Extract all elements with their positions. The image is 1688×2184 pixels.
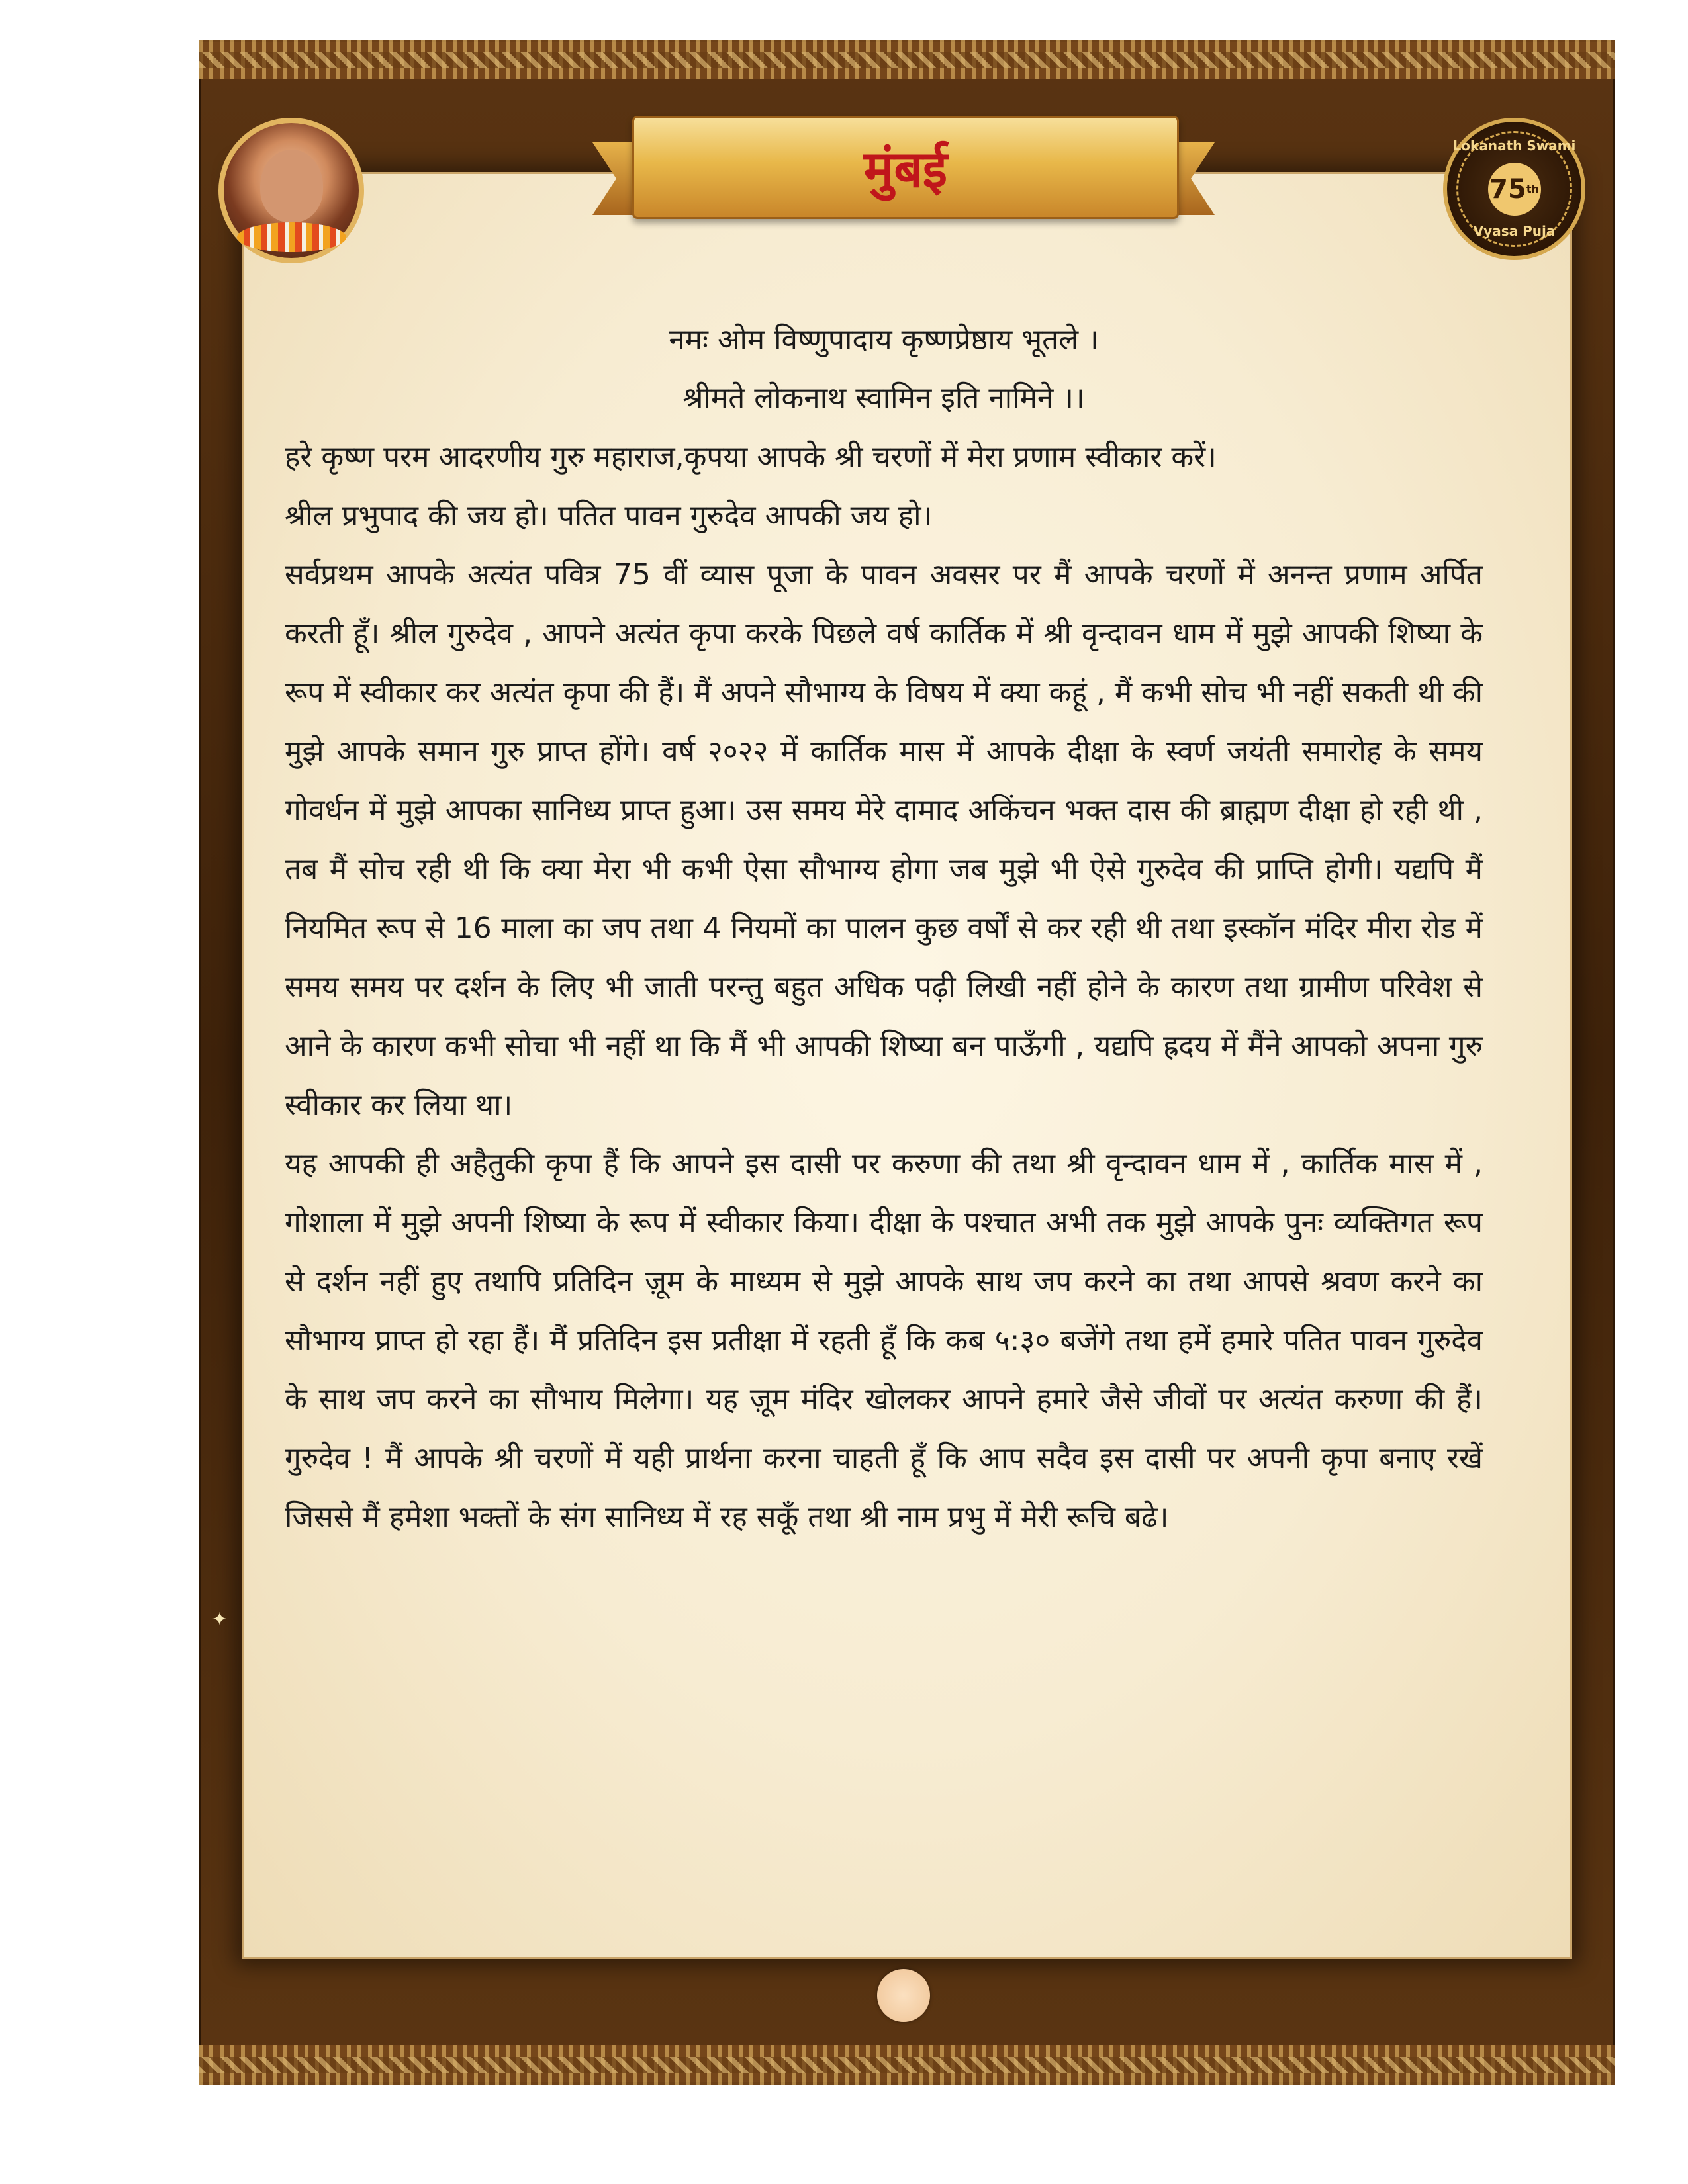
letter-body — [285, 311, 1483, 1547]
sparkle-icon: ✦ — [212, 1608, 228, 1630]
seal-number-suffix: th — [1526, 183, 1539, 195]
page-marker-circle — [877, 1969, 930, 2022]
page-title: मुंबई — [863, 139, 948, 199]
portrait-face — [260, 150, 323, 222]
seal-top-text: Lokanath Swami — [1452, 138, 1576, 154]
decorative-border-bottom — [199, 2045, 1615, 2085]
glorification-paragraph: श्रील प्रभुपाद की जय हो। पतित पावन गुरुदेव आपकी जय हो। — [285, 499, 933, 533]
mantra-line-2: श्रीमते लोकनाथ स्वामिन इति नामिने ।। — [682, 381, 1085, 415]
offering-paragraph-1: सर्वप्रथम आपके अत्यंत पवित्र 75 वीं व्यास पूजा के पावन अवसर पर मैं आपके चरणों में अनन्त प्रणाम अर्पित करती हूँ। श्रील गुरुदेव , आपने अत्यंत कृपा करके पिछले वर्ष कार्तिक में श्री वृन्दावन धाम में मुझे आपकी शिष्या के रूप में स्वीकार कर अत्यंत कृपा की हैं। मैं अपने सौभाग्य के विषय में क्या कहूं , मैं कभी सोच भी नहीं सकती थी की मुझे आपके समान गुरु प्राप्त होंगे। वर्ष २०२२ में कार्तिक मास में आपके दीक्षा के स्वर्ण जयंती समारोह के समय गोवर्धन में मुझे आपका सानिध्य प्राप्त हुआ। उस समय मेरे दामाद अकिंचन भक्त दास की ब्राह्मण दीक्षा हो रही थी , तब मैं सोच रही थी कि क्या मेरा भी कभी ऐसा सौभाग्य होगा जब मुझे भी ऐसे गुरुदेव की प्राप्ति होगी। यद्यपि मैं नियमित रूप से 16 माला का जप तथा 4 नियमों का पालन कुछ वर्षों से कर रही थी तथा इस्कॉन मंदिर मीरा रोड में समय समय पर दर्शन के लिए भी जाती परन्तु बहुत अधिक पढ़ी लिखी नहीं होने के कारण तथा ग्रामीण परिवेश से आने के कारण कभी सोचा भी नहीं था कि मैं भी आपकी शिष्या बन पाऊँगी , यद्यपि ह्रदय में मैंने आपको अपना गुरु स्वीकार कर लिया था। — [285, 558, 1483, 1122]
decorative-border-top — [199, 40, 1615, 79]
flower-garland — [237, 222, 346, 252]
greeting-paragraph: हरे कृष्ण परम आदरणीय गुरु महाराज,कृपया आपके श्री चरणों में मेरा प्रणाम स्वीकार करें। — [285, 440, 1217, 474]
offering-paragraph-2: यह आपकी ही अहैतुकी कृपा हैं कि आपने इस दासी पर करुणा की तथा श्री वृन्दावन धाम में , कार्तिक मास में , गोशाला में मुझे अपनी शिष्या के रूप में स्वीकार किया। दीक्षा के पश्चात अभी तक मुझे आपके पुनः व्यक्तिगत रूप से दर्शन नहीं हुए तथापि प्रतिदिन ज़ूम के माध्यम से मुझे आपके साथ जप करने का तथा आपसे श्रवण करने का सौभाग्य प्राप्त हो रहा हैं। मैं प्रतिदिन इस प्रतीक्षा में रहती हूँ कि कब ५:३० बजेंगे तथा हमें हमारे पतित पावन गुरुदेव के साथ जप करने का सौभाय मिलेगा। यह ज़ूम मंदिर खोलकर आपने हमारे जैसे जीवों पर अत्यंत करुणा की हैं। गुरुदेव ! मैं आपके श्री चरणों में यही प्रार्थना करना चाहती हूँ कि आप सदैव इस दासी पर अपनी कृपा बनाए रखें जिससे मैं हमेशा भक्तों के संग सानिध्य में रह सकूँ तथा श्री नाम प्रभु में मेरी रूचि बढे। — [285, 1147, 1483, 1534]
seal-bottom-text: Vyasa Puja — [1473, 223, 1556, 239]
title-ribbon-banner — [592, 116, 1215, 228]
mantra-line-1: नमः ओम विष्णुपादाय कृष्णप्रेष्ठाय भूतले । — [669, 323, 1099, 357]
vyasa-puja-75-seal-logo — [1443, 118, 1585, 260]
seal-number-text: 75 — [1489, 173, 1526, 205]
guru-portrait-avatar — [218, 118, 364, 263]
ribbon-body — [632, 116, 1179, 219]
